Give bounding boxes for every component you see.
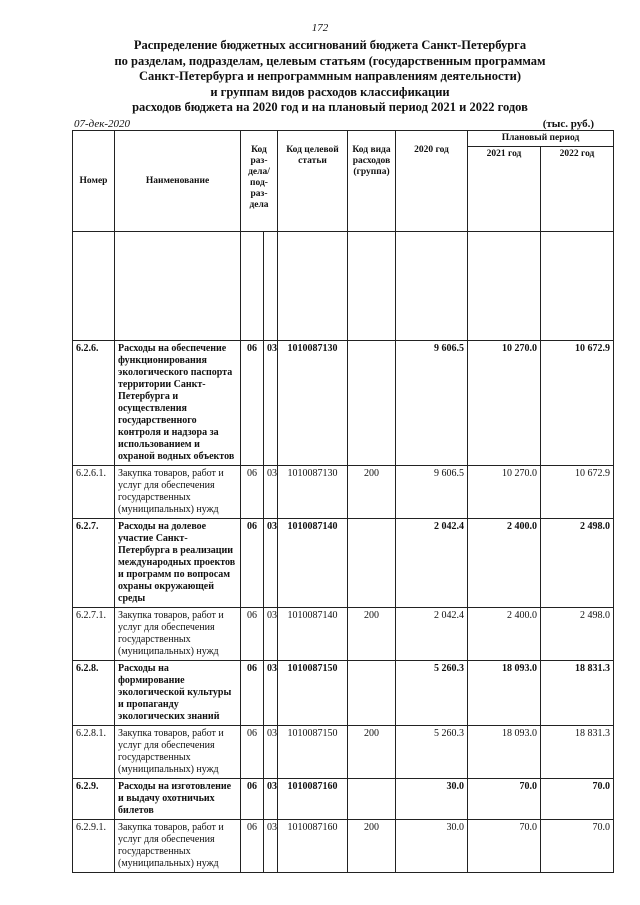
row-2020: 30.0 <box>396 779 468 820</box>
row-2021: 18 093.0 <box>468 661 541 726</box>
header-expense: Код вида расходов (группа) <box>348 131 396 232</box>
row-2021: 2 400.0 <box>468 608 541 661</box>
page-number: 172 <box>311 22 329 34</box>
row-subsection: 03 <box>264 820 278 873</box>
row-2022: 10 672.9 <box>541 341 614 466</box>
row-2020: 2 042.4 <box>396 519 468 608</box>
row-number: 6.2.9. <box>73 779 115 820</box>
row-2022: 2 498.0 <box>541 519 614 608</box>
row-2021: 10 270.0 <box>468 341 541 466</box>
header-2021: 2021 год <box>468 147 541 232</box>
row-expense: 200 <box>348 820 396 873</box>
row-name: Расходы на обеспечение функционирования экологического паспорта территории Санкт-Петербурга и осуществления государственного контроля и надзора за использованием и охраной водных объектов <box>115 341 241 466</box>
row-2020: 5 260.3 <box>396 661 468 726</box>
table-row <box>73 608 614 661</box>
row-expense: 200 <box>348 608 396 661</box>
row-number: 6.2.7. <box>73 519 115 608</box>
title-line: по разделам, подразделам, целевым статьям (государственным программам <box>114 53 546 68</box>
row-2022: 10 672.9 <box>541 466 614 519</box>
header-2022: 2022 год <box>541 147 614 232</box>
row-expense <box>348 519 396 608</box>
row-name: Закупка товаров, работ и услуг для обеспечения государственных (муниципальных) нужд <box>115 726 241 779</box>
title-line: расходов бюджета на 2020 год и на плановый период 2021 и 2022 годов <box>132 100 528 114</box>
row-section: 06 <box>241 726 264 779</box>
table-row <box>73 661 614 726</box>
table-row <box>73 466 614 519</box>
row-section: 06 <box>241 820 264 873</box>
row-number: 6.2.8.1. <box>73 726 115 779</box>
table-row <box>73 341 614 466</box>
row-number: 6.2.6. <box>73 341 115 466</box>
row-target: 1010087130 <box>278 466 348 519</box>
document-title <box>60 38 600 116</box>
row-subsection: 03 <box>264 341 278 466</box>
header-row <box>73 131 614 147</box>
row-subsection: 03 <box>264 608 278 661</box>
row-subsection: 03 <box>264 661 278 726</box>
row-target: 1010087150 <box>278 661 348 726</box>
row-section: 06 <box>241 341 264 466</box>
header-2020: 2020 год <box>396 131 468 232</box>
row-2022: 18 831.3 <box>541 726 614 779</box>
row-target: 1010087140 <box>278 608 348 661</box>
row-2021: 2 400.0 <box>468 519 541 608</box>
row-target: 1010087160 <box>278 779 348 820</box>
row-2021: 18 093.0 <box>468 726 541 779</box>
row-name: Расходы на изготовление и выдачу охотничьих билетов <box>115 779 241 820</box>
table-row <box>73 726 614 779</box>
budget-table <box>72 130 614 873</box>
row-section: 06 <box>241 661 264 726</box>
table-row <box>73 820 614 873</box>
row-subsection: 03 <box>264 779 278 820</box>
row-2022: 70.0 <box>541 820 614 873</box>
spacer-row <box>73 232 614 341</box>
header-target: Код целевой статьи <box>278 131 348 232</box>
row-target: 1010087160 <box>278 820 348 873</box>
row-number: 6.2.9.1. <box>73 820 115 873</box>
row-name: Закупка товаров, работ и услуг для обеспечения государственных (муниципальных) нужд <box>115 608 241 661</box>
row-subsection: 03 <box>264 466 278 519</box>
title-line: Распределение бюджетных ассигнований бюджета Санкт-Петербурга <box>133 38 527 52</box>
row-subsection: 03 <box>264 726 278 779</box>
row-subsection: 03 <box>264 519 278 608</box>
header-planned: Плановый период <box>468 131 614 147</box>
header-section: Код раз- дела/ под- раз- дела <box>241 131 278 232</box>
row-2022: 18 831.3 <box>541 661 614 726</box>
units-label: (тыс. руб.) <box>542 118 594 130</box>
row-section: 06 <box>241 608 264 661</box>
row-expense <box>348 661 396 726</box>
row-section: 06 <box>241 779 264 820</box>
row-2022: 2 498.0 <box>541 608 614 661</box>
table-row <box>73 519 614 608</box>
row-name: Закупка товаров, работ и услуг для обеспечения государственных (муниципальных) нужд <box>115 820 241 873</box>
row-number: 6.2.7.1. <box>73 608 115 661</box>
row-expense: 200 <box>348 466 396 519</box>
row-target: 1010087130 <box>278 341 348 466</box>
document-date: 07-дек-2020 <box>74 118 131 130</box>
row-2022: 70.0 <box>541 779 614 820</box>
row-number: 6.2.8. <box>73 661 115 726</box>
row-2021: 70.0 <box>468 820 541 873</box>
row-name: Расходы на долевое участие Санкт-Петербурга в реализации международных проектов и программ по вопросам охраны окружающей среды <box>115 519 241 608</box>
row-2021: 70.0 <box>468 779 541 820</box>
title-line: и группам видов расходов классификации <box>210 84 450 99</box>
row-2020: 2 042.4 <box>396 608 468 661</box>
header-number: Номер <box>73 131 115 232</box>
row-expense <box>348 341 396 466</box>
row-expense: 200 <box>348 726 396 779</box>
row-section: 06 <box>241 466 264 519</box>
row-name: Расходы на формирование экологической культуры и пропаганду экологических знаний <box>115 661 241 726</box>
row-2021: 10 270.0 <box>468 466 541 519</box>
header-name: Наименование <box>115 131 241 232</box>
row-2020: 5 260.3 <box>396 726 468 779</box>
row-2020: 30.0 <box>396 820 468 873</box>
row-target: 1010087140 <box>278 519 348 608</box>
title-line: Санкт-Петербурга и непрограммным направлениям деятельности) <box>138 69 521 83</box>
row-target: 1010087150 <box>278 726 348 779</box>
row-expense <box>348 779 396 820</box>
row-2020: 9 606.5 <box>396 341 468 466</box>
row-2020: 9 606.5 <box>396 466 468 519</box>
row-name: Закупка товаров, работ и услуг для обеспечения государственных (муниципальных) нужд <box>115 466 241 519</box>
table-row <box>73 779 614 820</box>
row-number: 6.2.6.1. <box>73 466 115 519</box>
row-section: 06 <box>241 519 264 608</box>
